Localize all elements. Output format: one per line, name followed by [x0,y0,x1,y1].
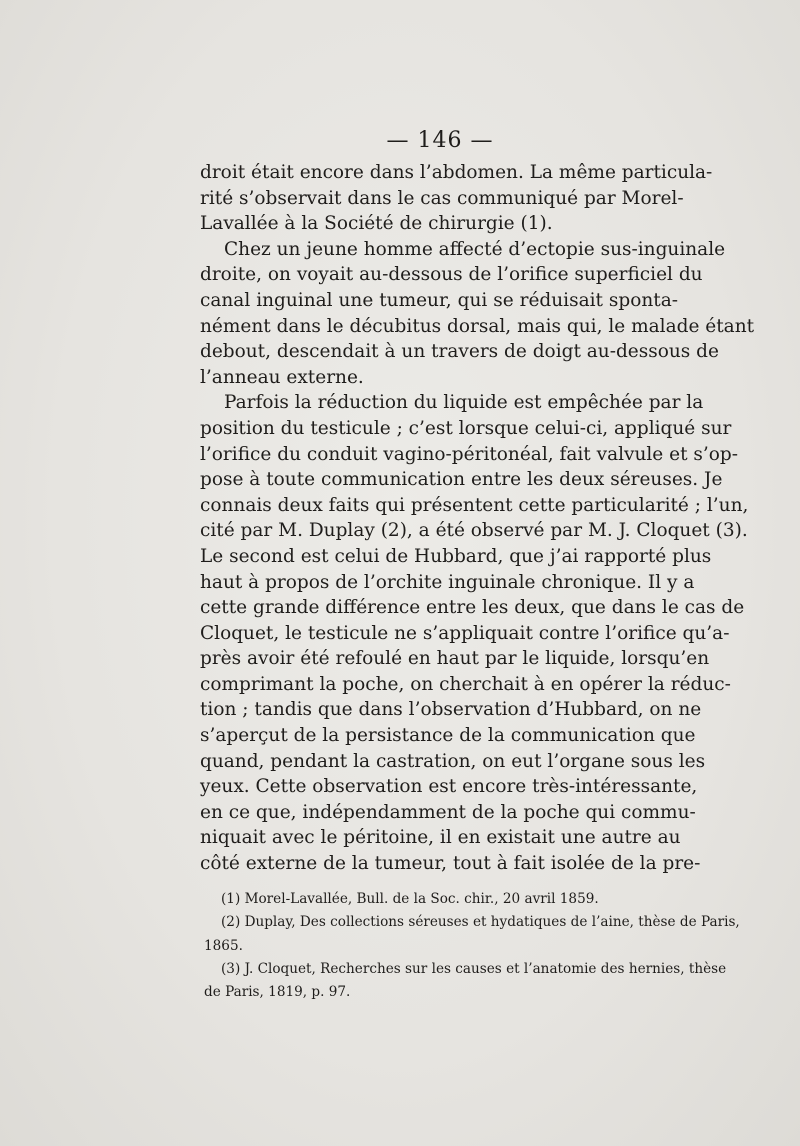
text-line: quand, pendant la castration, on eut l’organe sous les [200,750,706,772]
text-line: nément dans le décubitus dorsal, mais qui, le malade étant [200,315,755,337]
text-line: debout, descendait à un travers de doigt au-dessous de [200,341,719,363]
footnote-2-continued: 1865. [204,937,243,954]
text-line: Parfois la réduction du liquide est empêchée par la [224,392,704,414]
text-line: Chez un jeune homme affecté d’ectopie sus-inguinale [224,238,726,260]
footnote-2: (2) Duplay, Des collections séreuses et hydatiques de l’aine, thèse de Paris, [221,914,740,931]
text-line: comprimant la poche, on cherchait à en opérer la réduc- [200,673,731,695]
text-line: droit était encore dans l’abdomen. La même particula- [200,162,713,183]
text-line: tion ; tandis que dans l’observation d’Hubbard, on ne [200,699,702,721]
text-line: l’anneau externe. [200,366,364,388]
text-line: haut à propos de l’orchite inguinale chronique. Il y a [200,571,695,593]
text-line: niquait avec le péritoine, il en existait une autre au [200,827,681,849]
text-line: Lavallée à la Société de chirurgie (1). [200,213,553,235]
page-header [0,128,800,153]
footnotes [204,888,740,1004]
text-line: près avoir été refoulé en haut par le liquide, lorsqu’en [200,648,710,670]
body-text [200,160,755,877]
footnote-3: (3) J. Cloquet, Recherches sur les causes et l’anatomie des hernies, thèse [221,960,727,977]
footnote-3-continued: de Paris, 1819, p. 97. [204,984,351,1001]
text-line: position du testicule ; c’est lorsque celui-ci, appliqué sur [200,417,732,439]
text-line: côté externe de la tumeur, tout à fait isolée de la pre- [200,853,701,875]
text-line: l’orifice du conduit vagino-péritonéal, fait valvule et s’op- [200,443,738,465]
text-line: Le second est celui de Hubbard, que j’ai rapporté plus [200,545,712,567]
text-line: droite, on voyait au-dessous de l’orifice superficiel du [200,264,703,286]
text-line: pose à toute communication entre les deux séreuses. Je [200,469,723,491]
page-number: — 146 — [386,128,494,153]
text-line: yeux. Cette observation est encore très-intéressante, [200,776,698,798]
footnote-1: (1) Morel-Lavallée, Bull. de la Soc. chir., 20 avril 1859. [221,891,599,907]
text-line: cité par M. Duplay (2), a été observé par M. J. Cloquet (3). [200,520,748,542]
text-line: s’aperçut de la persistance de la communication que [200,725,696,747]
text-line: Cloquet, le testicule ne s’appliquait contre l’orifice qu’a- [200,622,730,644]
text-line: connais deux faits qui présentent cette particularité ; l’un, [200,494,749,516]
text-line: rité s’observait dans le cas communiqué par Morel- [200,187,684,209]
text-line: en ce que, indépendamment de la poche qui commu- [200,801,696,823]
text-line: canal inguinal une tumeur, qui se réduisait sponta- [200,289,678,311]
text-line: cette grande différence entre les deux, que dans le cas de [200,597,745,619]
